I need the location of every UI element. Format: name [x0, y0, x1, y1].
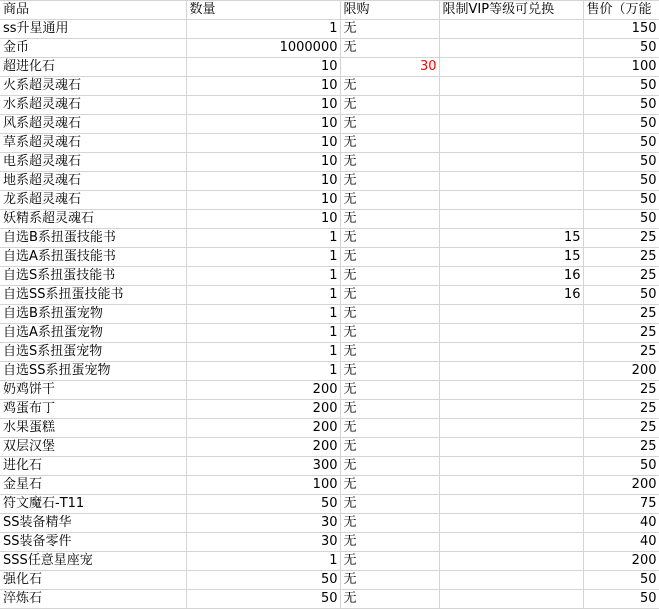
cell-purchase-limit[interactable]: 无 [340, 495, 439, 514]
cell-price[interactable]: 100 [583, 58, 659, 77]
table-row [0, 476, 659, 495]
cell-quantity[interactable]: 1 [186, 324, 340, 343]
cell-item[interactable]: 进化石 [0, 457, 186, 476]
cell-vip-level[interactable] [439, 362, 583, 381]
cell-purchase-limit[interactable]: 无 [340, 438, 439, 457]
cell-price[interactable]: 200 [583, 552, 659, 571]
cell-purchase-limit[interactable]: 无 [340, 191, 439, 210]
table-row [0, 324, 659, 343]
cell-vip-level[interactable]: 16 [439, 267, 583, 286]
cell-purchase-limit[interactable]: 无 [340, 39, 439, 58]
cell-vip-level[interactable] [439, 305, 583, 324]
table-row [0, 172, 659, 191]
cell-vip-level[interactable] [439, 77, 583, 96]
cell-purchase-limit[interactable]: 无 [340, 514, 439, 533]
table-row [0, 134, 659, 153]
cell-purchase-limit[interactable]: 无 [340, 210, 439, 229]
cell-purchase-limit[interactable]: 无 [340, 552, 439, 571]
table-row [0, 438, 659, 457]
cell-quantity[interactable]: 1000000 [186, 39, 340, 58]
cell-vip-level[interactable] [439, 172, 583, 191]
cell-price[interactable]: 25 [583, 248, 659, 267]
cell-item[interactable]: 龙系超灵魂石 [0, 191, 186, 210]
cell-purchase-limit[interactable]: 无 [340, 305, 439, 324]
cell-price[interactable]: 50 [583, 96, 659, 115]
cell-price[interactable]: 25 [583, 343, 659, 362]
cell-item[interactable]: 超进化石 [0, 58, 186, 77]
cell-item[interactable]: 草系超灵魂石 [0, 134, 186, 153]
cell-purchase-limit[interactable]: 无 [340, 343, 439, 362]
cell-item[interactable]: 水系超灵魂石 [0, 96, 186, 115]
table-row [0, 248, 659, 267]
cell-purchase-limit[interactable]: 无 [340, 134, 439, 153]
table-row [0, 495, 659, 514]
cell-quantity[interactable]: 30 [186, 533, 340, 552]
cell-purchase-limit[interactable]: 无 [340, 419, 439, 438]
cell-quantity[interactable]: 200 [186, 419, 340, 438]
cell-vip-level[interactable] [439, 210, 583, 229]
table-row [0, 115, 659, 134]
cell-price[interactable]: 25 [583, 305, 659, 324]
cell-vip-level[interactable] [439, 476, 583, 495]
cell-vip-level[interactable] [439, 571, 583, 590]
cell-purchase-limit[interactable]: 无 [340, 571, 439, 590]
cell-item[interactable]: 鸡蛋布丁 [0, 400, 186, 419]
cell-quantity[interactable]: 1 [186, 20, 340, 39]
cell-quantity[interactable]: 1 [186, 267, 340, 286]
cell-quantity[interactable]: 1 [186, 229, 340, 248]
table-row [0, 267, 659, 286]
cell-purchase-limit[interactable]: 无 [340, 96, 439, 115]
header-row [0, 1, 659, 20]
cell-price[interactable]: 200 [583, 362, 659, 381]
cell-quantity[interactable]: 10 [186, 210, 340, 229]
table-row [0, 286, 659, 305]
cell-quantity[interactable]: 1 [186, 286, 340, 305]
cell-purchase-limit[interactable]: 无 [340, 533, 439, 552]
cell-vip-level[interactable]: 15 [439, 248, 583, 267]
cell-purchase-limit[interactable]: 无 [340, 324, 439, 343]
cell-quantity[interactable]: 10 [186, 153, 340, 172]
cell-item[interactable]: 自选B系扭蛋技能书 [0, 229, 186, 248]
cell-vip-level[interactable] [439, 58, 583, 77]
table-row [0, 400, 659, 419]
cell-quantity[interactable]: 10 [186, 77, 340, 96]
header-cell-purchase-limit[interactable]: 限购 [340, 1, 439, 20]
cell-purchase-limit[interactable]: 无 [340, 172, 439, 191]
cell-vip-level[interactable] [439, 457, 583, 476]
cell-price[interactable]: 50 [583, 457, 659, 476]
cell-price[interactable]: 50 [583, 134, 659, 153]
cell-price[interactable]: 50 [583, 39, 659, 58]
header-cell-price[interactable]: 售价（万能 [583, 1, 659, 20]
table-row [0, 381, 659, 400]
cell-vip-level[interactable] [439, 191, 583, 210]
cell-quantity[interactable]: 1 [186, 248, 340, 267]
table-row [0, 419, 659, 438]
cell-quantity[interactable]: 100 [186, 476, 340, 495]
cell-price[interactable]: 50 [583, 571, 659, 590]
cell-item[interactable]: ss升星通用 [0, 20, 186, 39]
cell-item[interactable]: 淬炼石 [0, 590, 186, 609]
cell-item[interactable]: 水果蛋糕 [0, 419, 186, 438]
cell-vip-level[interactable] [439, 115, 583, 134]
cell-quantity[interactable]: 10 [186, 172, 340, 191]
cell-quantity[interactable]: 10 [186, 134, 340, 153]
cell-quantity[interactable]: 200 [186, 438, 340, 457]
cell-price[interactable]: 50 [583, 286, 659, 305]
table-row [0, 210, 659, 229]
cell-purchase-limit[interactable]: 无 [340, 362, 439, 381]
cell-vip-level[interactable] [439, 96, 583, 115]
cell-vip-level[interactable] [439, 400, 583, 419]
cell-quantity[interactable]: 1 [186, 362, 340, 381]
cell-price[interactable]: 75 [583, 495, 659, 514]
cell-purchase-limit[interactable]: 无 [340, 476, 439, 495]
cell-purchase-limit[interactable]: 无 [340, 229, 439, 248]
cell-vip-level[interactable] [439, 514, 583, 533]
table-row [0, 457, 659, 476]
header-cell-vip-level[interactable]: 限制VIP等级可兑换 [439, 1, 583, 20]
table-row [0, 20, 659, 39]
cell-item[interactable]: 金星石 [0, 476, 186, 495]
cell-item[interactable]: SS装备精华 [0, 514, 186, 533]
cell-purchase-limit[interactable]: 无 [340, 248, 439, 267]
cell-price[interactable]: 50 [583, 153, 659, 172]
cell-purchase-limit[interactable]: 30 [340, 58, 439, 77]
table-row [0, 590, 659, 609]
cell-purchase-limit[interactable]: 无 [340, 115, 439, 134]
cell-item[interactable]: SSS任意星座宠 [0, 552, 186, 571]
cell-vip-level[interactable] [439, 153, 583, 172]
cell-purchase-limit[interactable]: 无 [340, 153, 439, 172]
cell-vip-level[interactable]: 16 [439, 286, 583, 305]
cell-vip-level[interactable] [439, 20, 583, 39]
cell-price[interactable]: 200 [583, 476, 659, 495]
cell-price[interactable]: 25 [583, 400, 659, 419]
cell-vip-level[interactable] [439, 438, 583, 457]
cell-quantity[interactable]: 10 [186, 96, 340, 115]
cell-vip-level[interactable] [439, 39, 583, 58]
cell-price[interactable]: 50 [583, 590, 659, 609]
cell-vip-level[interactable] [439, 533, 583, 552]
table-row [0, 343, 659, 362]
cell-price[interactable]: 25 [583, 267, 659, 286]
cell-price[interactable]: 25 [583, 229, 659, 248]
cell-item[interactable]: 自选S系扭蛋技能书 [0, 267, 186, 286]
table-row [0, 362, 659, 381]
cell-purchase-limit[interactable]: 无 [340, 267, 439, 286]
table-row [0, 533, 659, 552]
cell-quantity[interactable]: 1 [186, 552, 340, 571]
cell-vip-level[interactable] [439, 419, 583, 438]
cell-item[interactable]: 双层汉堡 [0, 438, 186, 457]
cell-purchase-limit[interactable]: 无 [340, 457, 439, 476]
cell-quantity[interactable]: 50 [186, 571, 340, 590]
cell-item[interactable]: 妖精系超灵魂石 [0, 210, 186, 229]
cell-price[interactable]: 50 [583, 77, 659, 96]
cell-purchase-limit[interactable]: 无 [340, 381, 439, 400]
cell-price[interactable]: 25 [583, 381, 659, 400]
table-row [0, 96, 659, 115]
cell-price[interactable]: 50 [583, 172, 659, 191]
cell-purchase-limit[interactable]: 无 [340, 286, 439, 305]
cell-quantity[interactable]: 10 [186, 58, 340, 77]
cell-quantity[interactable]: 50 [186, 590, 340, 609]
cell-item[interactable]: 强化石 [0, 571, 186, 590]
cell-item[interactable]: 自选SS系扭蛋技能书 [0, 286, 186, 305]
cell-vip-level[interactable] [439, 590, 583, 609]
cell-price[interactable]: 50 [583, 115, 659, 134]
cell-vip-level[interactable] [439, 343, 583, 362]
table-row [0, 153, 659, 172]
cell-vip-level[interactable] [439, 324, 583, 343]
header-cell-quantity[interactable]: 数量 [186, 1, 340, 20]
cell-price[interactable]: 50 [583, 191, 659, 210]
cell-item[interactable]: 风系超灵魂石 [0, 115, 186, 134]
cell-price[interactable]: 25 [583, 438, 659, 457]
table-row [0, 305, 659, 324]
cell-quantity[interactable]: 1 [186, 343, 340, 362]
cell-quantity[interactable]: 300 [186, 457, 340, 476]
table-row [0, 77, 659, 96]
spreadsheet-body [0, 1, 659, 609]
cell-quantity[interactable]: 1 [186, 305, 340, 324]
cell-vip-level[interactable] [439, 552, 583, 571]
cell-item[interactable]: 金币 [0, 39, 186, 58]
cell-quantity[interactable]: 200 [186, 381, 340, 400]
cell-price[interactable]: 40 [583, 533, 659, 552]
cell-item[interactable]: 电系超灵魂石 [0, 153, 186, 172]
cell-item[interactable]: 火系超灵魂石 [0, 77, 186, 96]
cell-item[interactable]: SS装备零件 [0, 533, 186, 552]
cell-item[interactable]: 自选SS系扭蛋宠物 [0, 362, 186, 381]
cell-purchase-limit[interactable]: 无 [340, 77, 439, 96]
cell-quantity[interactable]: 50 [186, 495, 340, 514]
table-row [0, 191, 659, 210]
cell-quantity[interactable]: 10 [186, 191, 340, 210]
cell-item[interactable]: 符文魔石-T11 [0, 495, 186, 514]
table-row [0, 571, 659, 590]
cell-quantity[interactable]: 200 [186, 400, 340, 419]
header-cell-item[interactable]: 商品 [0, 1, 186, 20]
cell-price[interactable]: 40 [583, 514, 659, 533]
cell-purchase-limit[interactable]: 无 [340, 400, 439, 419]
table-row [0, 58, 659, 77]
table-row [0, 229, 659, 248]
cell-quantity[interactable]: 10 [186, 115, 340, 134]
cell-item[interactable]: 自选A系扭蛋技能书 [0, 248, 186, 267]
cell-purchase-limit[interactable]: 无 [340, 20, 439, 39]
cell-quantity[interactable]: 30 [186, 514, 340, 533]
table-row [0, 552, 659, 571]
cell-price[interactable]: 50 [583, 210, 659, 229]
cell-price[interactable]: 25 [583, 419, 659, 438]
cell-vip-level[interactable]: 15 [439, 229, 583, 248]
table-row [0, 514, 659, 533]
cell-item[interactable]: 自选A系扭蛋宠物 [0, 324, 186, 343]
cell-item[interactable]: 奶鸡饼干 [0, 381, 186, 400]
cell-price[interactable]: 150 [583, 20, 659, 39]
cell-item[interactable]: 地系超灵魂石 [0, 172, 186, 191]
cell-vip-level[interactable] [439, 495, 583, 514]
table-row [0, 39, 659, 58]
cell-item[interactable]: 自选B系扭蛋宠物 [0, 305, 186, 324]
cell-item[interactable]: 自选S系扭蛋宠物 [0, 343, 186, 362]
cell-vip-level[interactable] [439, 381, 583, 400]
cell-price[interactable]: 25 [583, 324, 659, 343]
cell-purchase-limit[interactable]: 无 [340, 590, 439, 609]
cell-vip-level[interactable] [439, 134, 583, 153]
